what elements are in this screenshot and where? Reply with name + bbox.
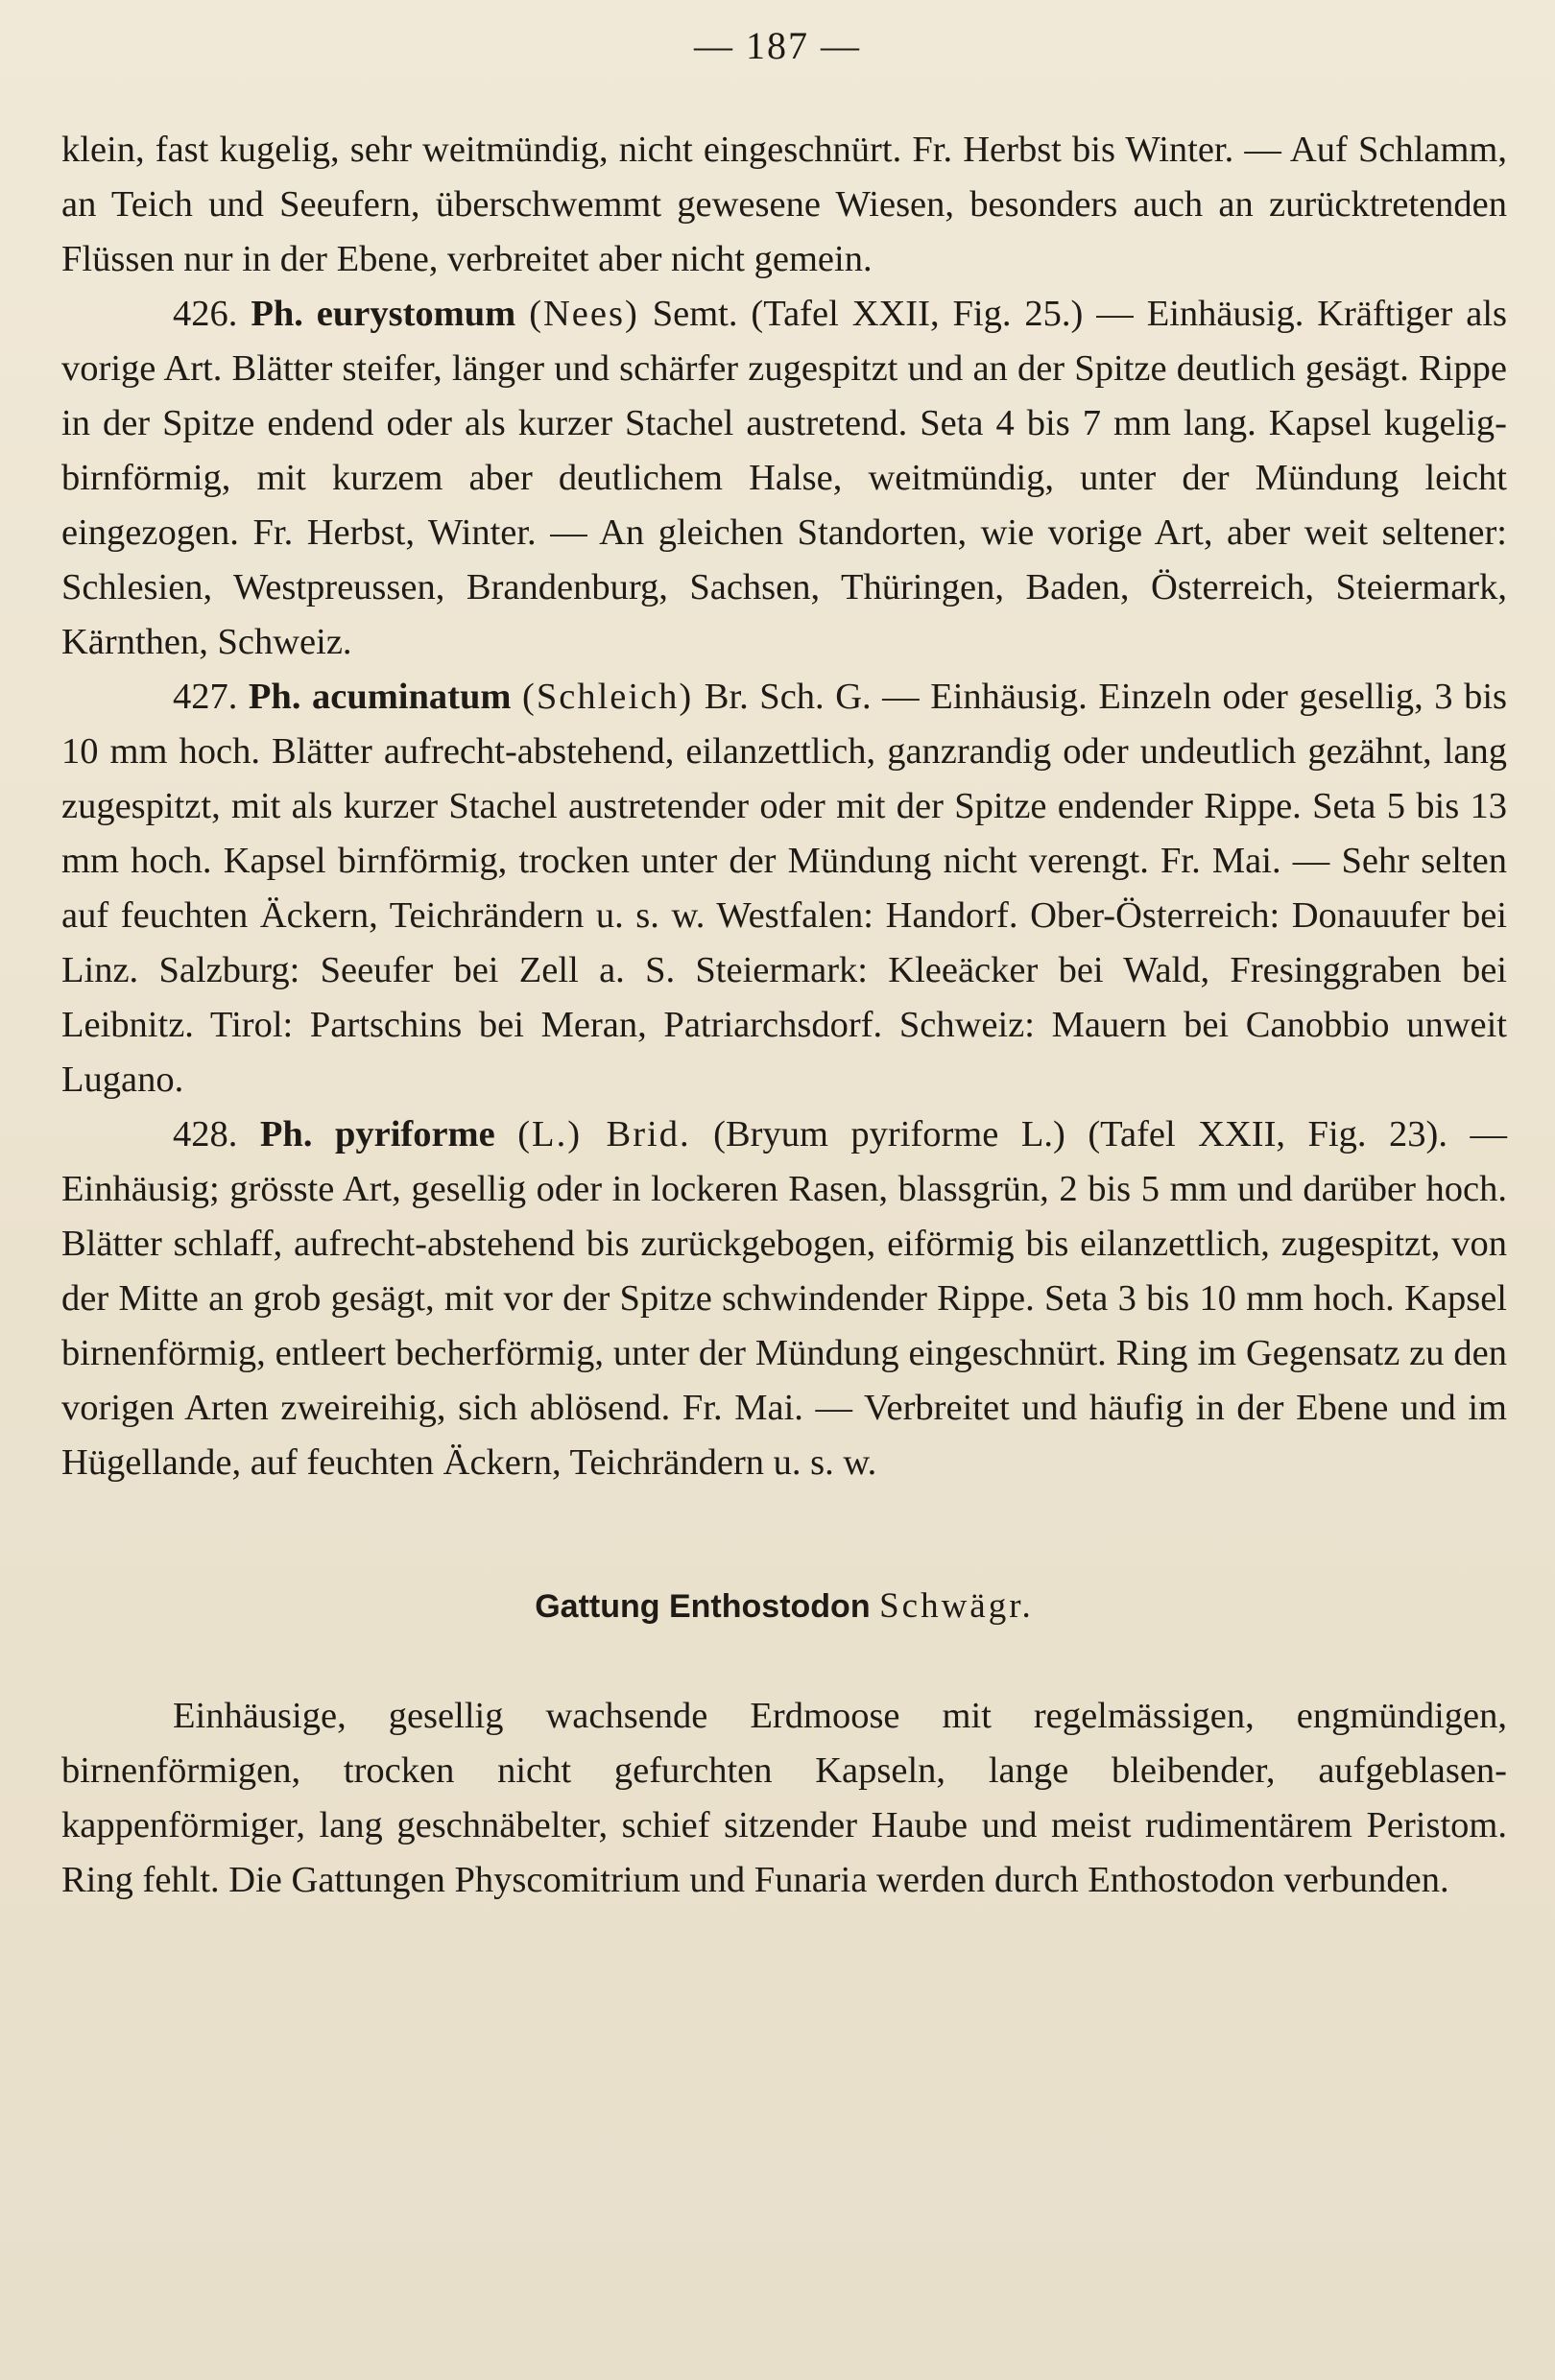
- species-name: Ph. eurystomum: [251, 294, 516, 334]
- species-description: (Bryum pyriforme L.) (Tafel XXII, Fig. 23). — Einhäusig; grösste Art, gesellig oder in lockeren Rasen, blassgrün, 2 bis 5 mm und darüber hoch. Blätter schlaff, aufrecht-abstehend bis zurückgebogen, eiförmig bis eilanzettlich, zugespitzt, von der Mitte an grob gesägt, mit vor der Spitze schwindender Rippe. Seta 3 bis 10 mm hoch. Kapsel birnenförmig, entleert becherförmig, unter der Mündung eingeschnürt. Ring im Gegensatz zu den vorigen Arten zweireihig, sich ablösend. Fr. Mai. — Verbreitet und häufig in der Ebene und im Hügellande, auf feuchten Äckern, Teichrändern u. s. w.: [61, 1114, 1508, 1483]
- species-427-paragraph: [61, 670, 1507, 1107]
- genus-description: Einhäusige, gesellig wachsende Erdmoose mit regelmässigen, engmündigen, birnenförmigen, trocken nicht gefurchten Kapseln, lange bleibender, aufgeblasen-kappenförmiger, lang geschnäbelter, schief sitzender Haube und meist rudimentärem Peristom. Ring fehlt. Die Gattungen Physcomitrium und Funaria werden durch Enthostodon verbunden.: [61, 1696, 1507, 1900]
- page-body: [61, 123, 1507, 1908]
- species-426-paragraph: [61, 287, 1507, 670]
- species-428-paragraph: [61, 1107, 1507, 1490]
- species-name: Ph. pyriforme: [259, 1114, 495, 1154]
- intro-paragraph: klein, fast kugelig, sehr weitmündig, nicht eingeschnürt. Fr. Herbst bis Winter. — Auf Schlamm, an Teich und Seeufern, überschwemmt gewesene Wiesen, besonders auch an zurücktretenden Flüssen nur in der Ebene, verbreitet aber nicht gemein.: [61, 130, 1507, 279]
- species-number: 426.: [173, 294, 238, 334]
- genus-author: Schwägr.: [879, 1586, 1034, 1626]
- species-name: Ph. acuminatum: [248, 677, 512, 717]
- genus-name: Gattung Enthostodon: [535, 1588, 871, 1625]
- species-author: (L.) Brid.: [517, 1114, 691, 1154]
- page-number: — 187 —: [694, 24, 861, 67]
- species-description: Br. Sch. G. — Einhäusig. Einzeln oder gesellig, 3 bis 10 mm hoch. Blätter aufrecht-abstehend, eilanzettlich, ganzrandig oder undeutlich gezähnt, lang zugespitzt, mit als kurzer Stachel austretender oder mit der Spitze endender Rippe. Seta 5 bis 13 mm hoch. Kapsel birnförmig, trocken unter der Mündung nicht verengt. Fr. Mai. — Sehr selten auf feuchten Äckern, Teichrändern u. s. w. Westfalen: Handorf. Ober-Österreich: Donauufer bei Linz. Salzburg: Seeufer bei Zell a. S. Steiermark: Kleeäcker bei Wald, Fresinggraben bei Leibnitz. Tirol: Partschins bei Meran, Patriarchsdorf. Schweiz: Mauern bei Canobbio unweit Lugano.: [61, 677, 1507, 1100]
- species-author: (Nees): [529, 294, 639, 334]
- genus-heading: [61, 1579, 1507, 1634]
- species-author: (Schleich): [522, 677, 694, 717]
- species-description: Semt. (Tafel XXII, Fig. 25.) — Einhäusig. Kräftiger als vorige Art. Blätter steifer, länger und schärfer zugespitzt und an der Spitze deutlich gesägt. Rippe in der Spitze endend oder als kurzer Stachel austretend. Seta 4 bis 7 mm lang. Kapsel kugelig-birnförmig, mit kurzem aber deutlichem Halse, weitmündig, unter der Mündung leicht eingezogen. Fr. Herbst, Winter. — An gleichen Standorten, wie vorige Art, aber weit seltener: Schlesien, Westpreussen, Brandenburg, Sachsen, Thüringen, Baden, Österreich, Steiermark, Kärnthen, Schweiz.: [61, 294, 1508, 662]
- species-number: 427.: [173, 677, 238, 717]
- species-number: 428.: [173, 1114, 238, 1154]
